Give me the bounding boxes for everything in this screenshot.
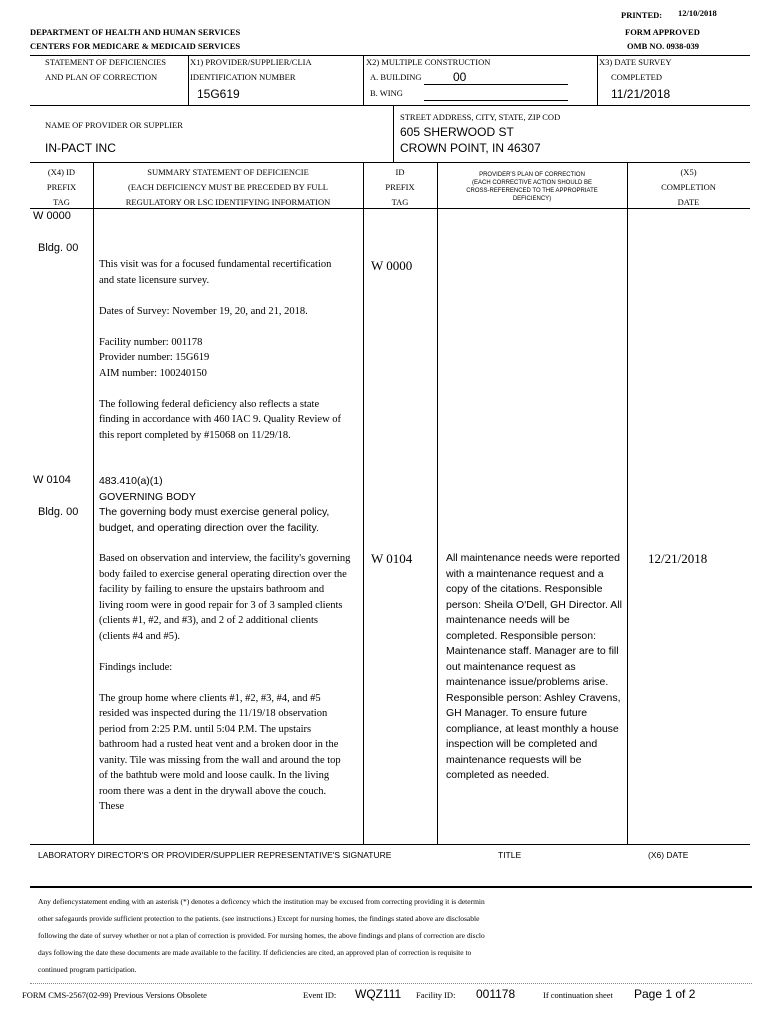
col-header-id: [363, 165, 437, 210]
facility-id-label: Facility ID:: [416, 990, 456, 1000]
col-header-text: REGULATORY OR LSC IDENTIFYING INFORMATION: [125, 197, 331, 207]
col-header-text: PROVIDER'S PLAN OF CORRECTION: [479, 172, 585, 178]
column-divider: [93, 162, 94, 844]
column-divider: [437, 162, 438, 844]
info-divider: [188, 55, 189, 105]
summary-line: AIM number: 100240150: [99, 367, 207, 379]
disclaimer-line: Any defiencystatement ending with an asterisk (*) denotes a deficency which the institution may be excused from correcting providing it is determin: [38, 897, 485, 906]
col-header-text: DEFICIENCY): [512, 196, 552, 202]
omb-number: OMB NO. 0938-039: [627, 41, 700, 51]
facility-id-value: 001178: [476, 987, 516, 1001]
printed-label: PRINTED:: [621, 10, 663, 20]
disclaimer-line: continued program participation.: [38, 965, 137, 974]
form-approved: FORM APPROVED: [625, 27, 700, 37]
info-mid-rule: [30, 105, 750, 106]
disclaimer-line: other safegaurds provide sufficient protection to the patients. (see instructions.) Except for nursing homes, the findings stated above are disclosable: [38, 914, 480, 923]
statement-label: AND PLAN OF CORRECTION: [45, 72, 158, 82]
signature-rule: [30, 886, 752, 888]
summary-line: Facility number: 001178: [99, 336, 203, 348]
wing-label: B. WING: [370, 88, 403, 98]
col-header-text: DATE: [677, 197, 700, 207]
building-value: 00: [453, 70, 467, 84]
tag-w0000: W 0000: [33, 210, 71, 222]
regulation-text: The governing body must exercise general policy, budget, and operating direction over the facility.: [99, 506, 330, 534]
summary-w0000: [99, 257, 349, 459]
table-bottom-rule: [30, 844, 750, 845]
summary-paragraph: [99, 335, 349, 382]
address-line-1: 605 SHERWOOD ST: [400, 125, 514, 139]
col-header-x4: [30, 165, 93, 210]
standard-w0104: [99, 474, 351, 536]
col-header-text: TAG: [391, 197, 409, 207]
building-label: A. BUILDING: [370, 72, 422, 82]
column-divider: [627, 162, 628, 844]
bldg-w0000: Bldg. 00: [38, 242, 79, 254]
building-underline: [424, 84, 568, 85]
x2-label: X2) MULTIPLE CONSTRUCTION: [366, 57, 491, 67]
col-header-text: TAG: [53, 197, 70, 207]
summary-w0104: [99, 551, 351, 830]
form-number: FORM CMS-2567(02-99) Previous Versions Obsolete: [22, 990, 207, 1000]
address-line-2: CROWN POINT, IN 46307: [400, 141, 541, 155]
summary-paragraph: The group home where clients #1, #2, #3, #4, and #5 resided was inspected during the 11/19/18 observation period from 2:25 P.M. until 5:04 P.M. The upstairs bathroom had a rusted heat vent and a broken door in the vanity. Tile was missing from the wall and around the top of the bathtub were mold and loose caulk. In the living room there was a dent in the drywall above the couch. These: [99, 692, 341, 812]
plan-tag-w0104: W 0104: [371, 551, 413, 566]
printed-date: 12/10/2018: [678, 8, 717, 18]
x1-label: X1) PROVIDER/SUPPLIER/CLIA: [190, 57, 312, 67]
col-header-summary: [93, 165, 363, 210]
event-id-value: WQZ111: [355, 987, 402, 1001]
x3-label: X3) DATE SURVEY: [599, 57, 672, 67]
col-header-text: COMPLETION: [661, 182, 716, 192]
col-header-text: (X5): [680, 167, 697, 177]
title-label: TITLE: [498, 850, 522, 860]
page-number: Page 1 of 2: [634, 987, 696, 1001]
col-header-text: CROSS-REFERENCED TO THE APPROPRIATE: [466, 188, 598, 194]
disclaimer-text: [38, 893, 485, 978]
regulation-number: 483.410(a)(1): [99, 475, 163, 487]
col-header-text: PREFIX: [46, 182, 77, 192]
provider-name-value: IN-PACT INC: [45, 141, 116, 155]
col-header-text: PREFIX: [385, 182, 415, 192]
col-header-text: (X4) ID: [47, 167, 76, 177]
address-label: STREET ADDRESS, CITY, STATE, ZIP COD: [400, 112, 561, 122]
col-header-text: (EACH CORRECTIVE ACTION SHOULD BE: [471, 180, 593, 186]
summary-paragraph: This visit was for a focused fundamental recertification and state licensure survey.: [99, 259, 332, 286]
disclaimer-line: following the date of survey whether or not a plan of correction is provided. For nursing homes, the above findings and plans of correction are disclo: [38, 931, 485, 940]
summary-paragraph: Based on observation and interview, the facility's governing body failed to exercise general operating direction over the facility by failing to ensure the upstairs bathroom and living room were in good repair for 3 of 3 sampled clients (clients #1, #2, and #3), and 2 of 2 additional clients (clients #4 and #5).: [99, 553, 351, 642]
info-divider: [393, 105, 394, 162]
col-header-plan: [437, 171, 627, 203]
info-divider: [363, 55, 364, 105]
table-top-rule: [30, 162, 750, 163]
disclaimer-line: days following the date these documents are made available to the facility. If deficiencies are cited, an approved plan of correction is requisite to: [38, 948, 472, 957]
survey-date-value: 11/21/2018: [611, 87, 671, 101]
summary-paragraph: The following federal deficiency also reflects a state finding in accordance with 460 IAC 9. Quality Review of this report completed by #15068 on 11/29/18.: [99, 398, 342, 441]
completion-date-w0104: 12/21/2018: [648, 551, 708, 566]
info-top-rule: [30, 55, 750, 56]
col-header-x5: [627, 165, 750, 210]
director-signature-label: LABORATORY DIRECTOR'S OR PROVIDER/SUPPLIER REPRESENTATIVE'S SIGNATURE: [38, 850, 392, 860]
x1-label: IDENTIFICATION NUMBER: [190, 72, 296, 82]
statement-label: STATEMENT OF DEFICIENCIES: [45, 57, 167, 67]
regulation-title: GOVERNING BODY: [99, 490, 196, 503]
bldg-w0104: Bldg. 00: [38, 506, 79, 518]
date-label: (X6) DATE: [648, 850, 689, 860]
plan-tag-w0000: W 0000: [371, 258, 413, 273]
continuation-label: If continuation sheet: [543, 990, 613, 1000]
provider-id-value: 15G619: [197, 87, 240, 101]
plan-of-correction-w0104: All maintenance needs were reported with a maintenance request and a copy of the citations. Responsible person: Sheila O'Dell, GH Director. All maintenance needs will be completed. Responsible person: Maintenance staff. Manager are to fill out maintenance request as maintenance issue/problems arise. Responsible person: Ashley Cravens, GH Manager. To ensure future compliance, at least monthly a house inspection will be completed and maintenance requests will be completed as needed.: [446, 552, 622, 781]
event-id-label: Event ID:: [303, 990, 337, 1000]
department-title: DEPARTMENT OF HEALTH AND HUMAN SERVICES: [30, 27, 241, 37]
summary-paragraph: Dates of Survey: November 19, 20, and 21, 2018.: [99, 305, 308, 317]
col-header-text: SUMMARY STATEMENT OF DEFICIENCIE: [147, 167, 309, 177]
centers-title: CENTERS FOR MEDICARE & MEDICAID SERVICES: [30, 41, 241, 51]
summary-paragraph: Findings include:: [99, 661, 173, 673]
summary-line: Provider number: 15G619: [99, 352, 210, 363]
col-header-text: ID: [395, 167, 405, 177]
tag-w0104: W 0104: [33, 474, 71, 486]
column-divider: [363, 162, 364, 844]
col-header-text: (EACH DEFICIENCY MUST BE PRECEDED BY FULL: [128, 182, 328, 192]
x3-label: COMPLETED: [611, 72, 662, 82]
wing-underline: [424, 100, 568, 101]
info-divider: [597, 55, 598, 105]
provider-name-label: NAME OF PROVIDER OR SUPPLIER: [45, 120, 183, 130]
footer-rule: [30, 983, 752, 984]
